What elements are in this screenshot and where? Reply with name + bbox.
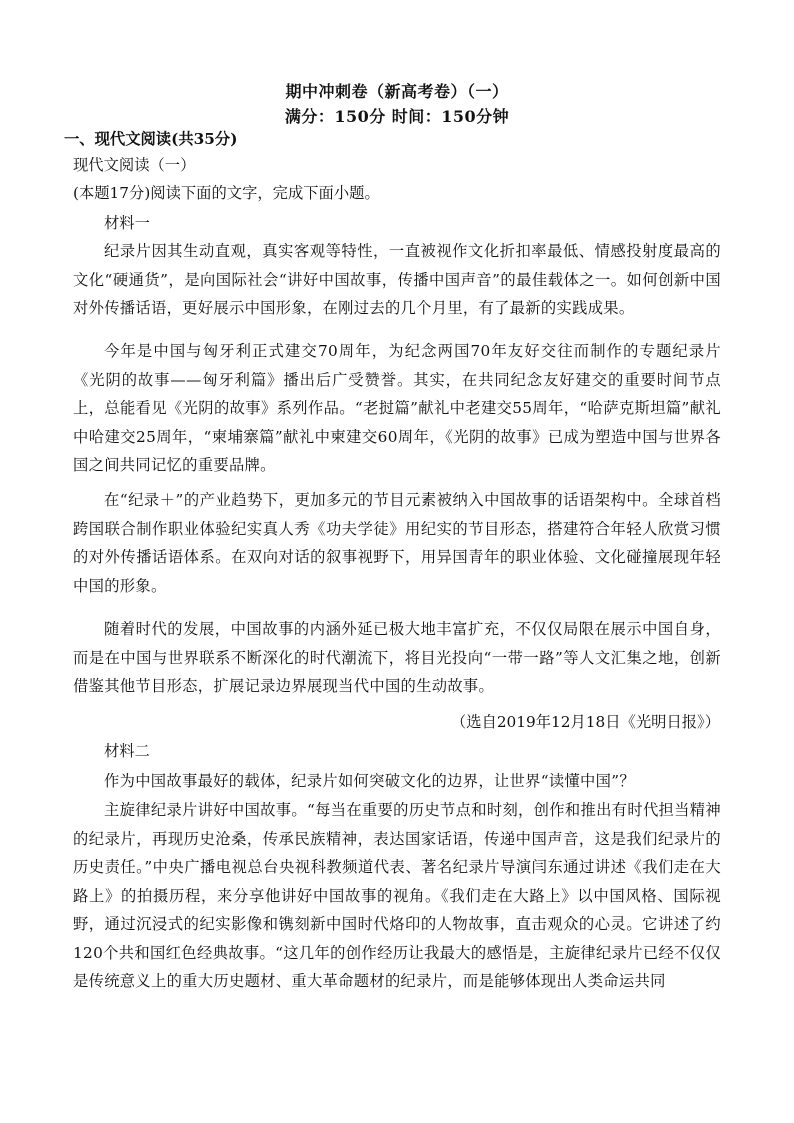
material-one-label: 材料一 [104,214,150,232]
material-two-paragraph: 作为中国故事最好的载体，纪录片如何突破文化的边界，让世界“读懂中国”？ [104,772,635,790]
material-one-paragraph: 在“纪录＋”的产业趋势下，更加多元的节目元素被纳入中国故事的话语架构中。全球首档跨国联合制作职业体验纪实真人秀《功夫学徒》用纪实的节目形态，搭建符合年轻人欣赏习惯的对外传播话语体系。在双向对话的叙事视野下，用异国青年的职业体验、文化碰撞展现年轻中国的形象。 [73,491,721,595]
material-one-paragraph: 今年是中国与匈牙利正式建交70周年，为纪念两国70年友好交往而制作的专题纪录片《光阴的故事——匈牙利篇》播出后广受赞誉。其实，在共同纪念友好建交的重要时间节点上，总能看见《光阴的故事》系列作品。“老挝篇”献礼中老建交55周年，“哈萨克斯坦篇”献礼中哈建交25周年，“柬埔寨篇”献礼中柬建交60周年，《光阴的故事》已成为塑造中国与世界各国之间共同记忆的重要品牌。 [73,342,721,474]
exam-subtitle: 满分：150分 时间：150分钟 [284,107,510,126]
section-subheading: 现代文阅读（一） [73,156,196,174]
section-heading: 一、现代文阅读(共35分) [64,130,238,148]
material-two-paragraph: 主旋律纪录片讲好中国故事。“每当在重要的历史节点和时刻，创作和推出有时代担当精神的纪录片，再现历史沧桑，传承民族精神，表达国家话语，传递中国声音，这是我们纪录片的历史责任。”中央广播电视总台央视科教频道代表、著名纪录片导演闫东通过讲述《我们走在大路上》的拍摄历程，来分享他讲好中国故事的视角。《我们走在大路上》以中国风格、国际视野，通过沉浸式的纪实影像和镌刻新中国时代烙印的人物故事，直击观众的心灵。它讲述了约120个共和国红色经典故事。“这几年的创作经历让我最大的感悟是，主旋律纪录片已经不仅仅是传统意义上的重大历史题材、重大革命题材的纪录片，而是能够体现出人类命运共同 [73,801,721,990]
material-one-paragraph: 随着时代的发展，中国故事的内涵外延已极大地丰富扩充，不仅仅局限在展示中国自身，而是在中国与世界联系不断深化的时代潮流下，将目光投向“一带一路”等人文汇集之地，创新借鉴其他节目形态，扩展记录边界展现当代中国的生动故事。 [73,620,721,695]
exam-title: 期中冲刺卷（新高考卷）（一） [285,82,509,101]
question-instruction: (本题17分)阅读下面的文字，完成下面小题。 [73,184,380,202]
material-one-paragraph: 纪录片因其生动直观，真实客观等特性，一直被视作文化折扣率最低、情感投射度最高的文化“硬通货”，是向国际社会“讲好中国故事，传播中国声音”的最佳载体之一。如何创新中国对外传播话语，更好展示中国形象，在刚过去的几个月里，有了最新的实践成果。 [73,242,721,317]
source-citation: （选自2019年12月18日《光明日报》） [450,713,720,731]
material-two-label: 材料二 [104,742,150,760]
